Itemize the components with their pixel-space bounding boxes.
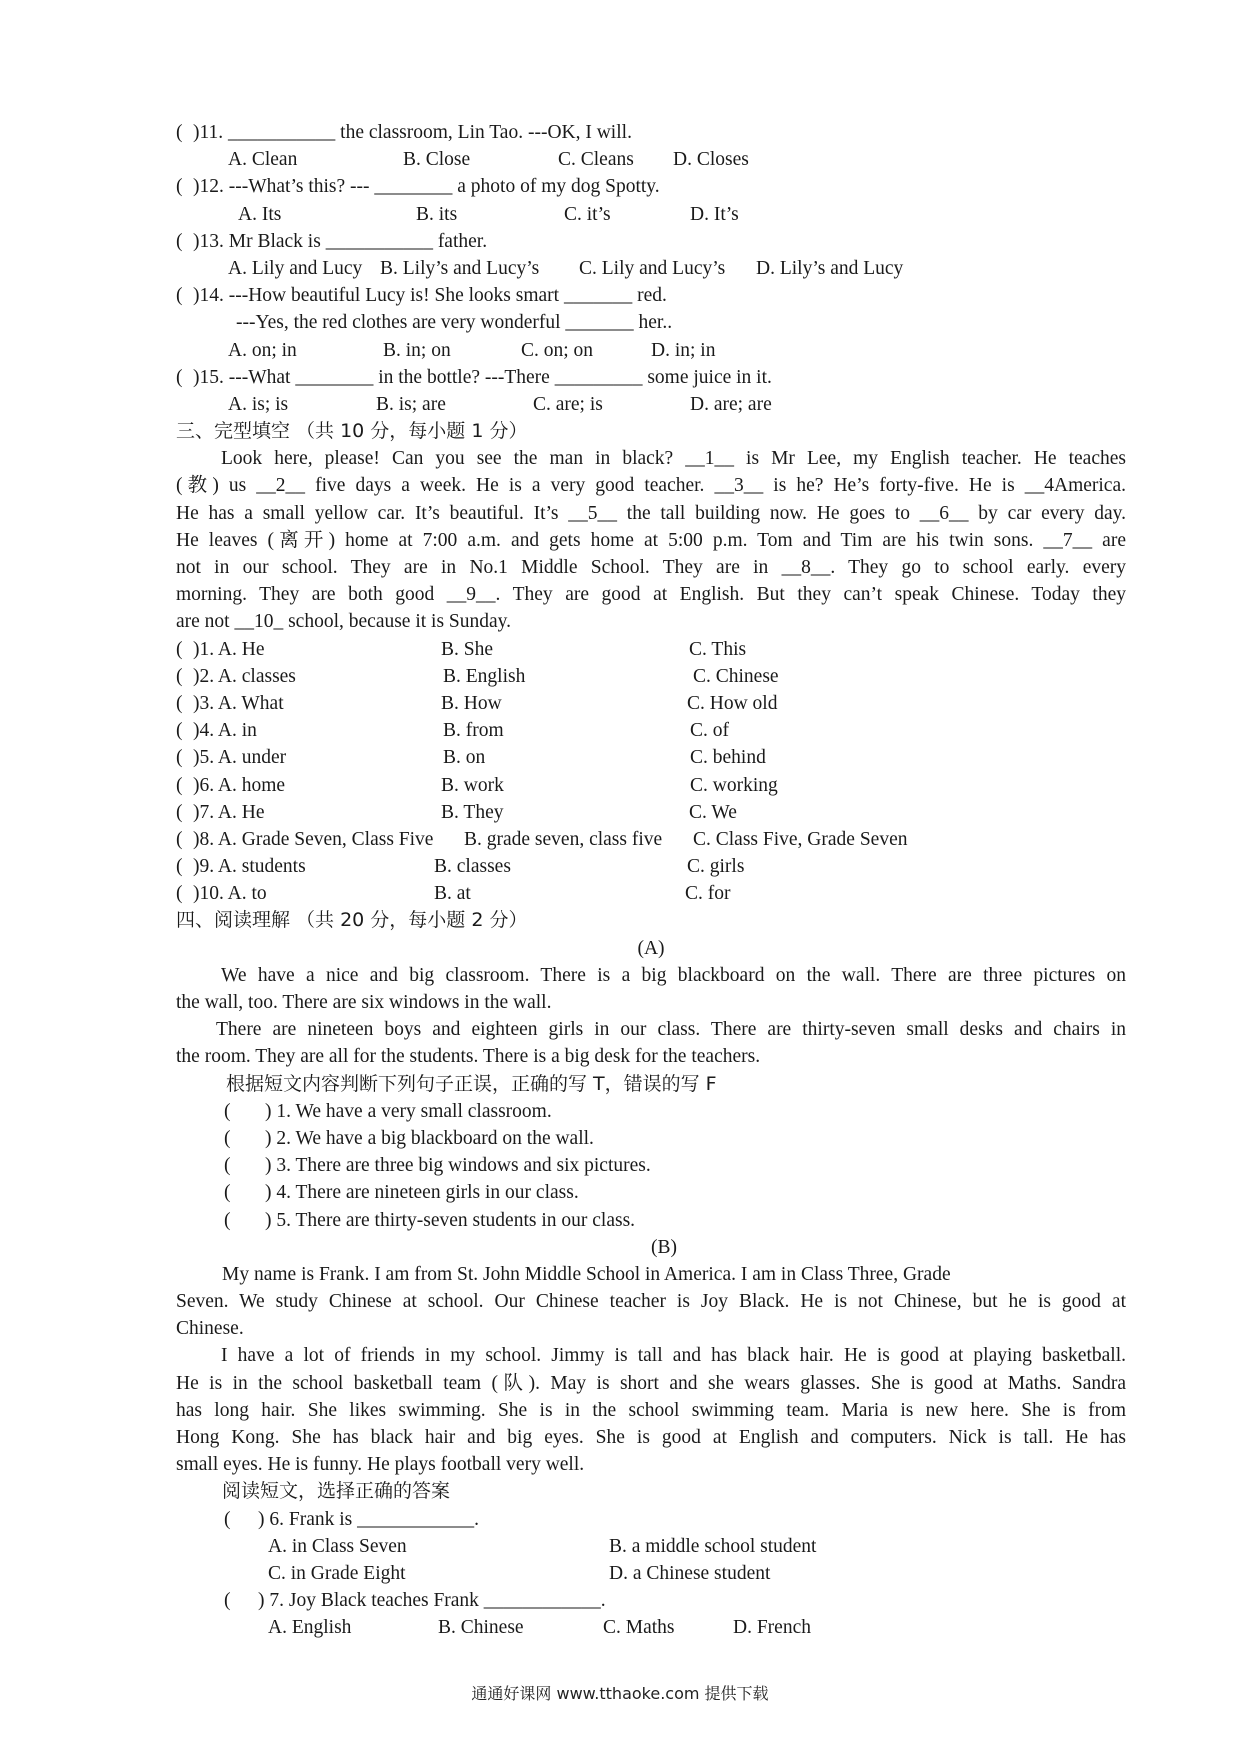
- option-d: D. It’s: [690, 203, 739, 225]
- option-a: A. English: [268, 1617, 352, 1639]
- option-b: B. on: [443, 747, 486, 769]
- tf-statement: ) 4. There are nineteen girls in our class.: [265, 1182, 579, 1204]
- question-11: [176, 119, 1126, 146]
- answer-paren[interactable]: (: [224, 1209, 231, 1231]
- passage-line: has long hair. She likes swimming. She is in the school swimming team. Maria is new here. She is from: [176, 1399, 1126, 1421]
- cloze-questions: [176, 636, 1126, 908]
- passage-line: He leaves (离开) home at 7:00 a.m. and gets home at 5:00 p.m. Tom and Tim are his twin sons. __7__ are: [176, 529, 1126, 551]
- passage-line: My name is Frank. I am from St. John Middle School in America. I am in Class Three, Grade: [222, 1263, 951, 1285]
- multiple-choice-instruction: 阅读短文，选择正确的答案: [222, 1480, 451, 1503]
- option-a: A. in Class Seven: [268, 1535, 407, 1557]
- section-3-heading: 三、完型填空 （共 10 分，每小题 1 分）: [176, 420, 528, 443]
- option-c: C. are; is: [533, 393, 603, 415]
- question-stem: )15. ---What ________ in the bottle? ---There _________ some juice in it.: [193, 366, 772, 388]
- option-b: B. a middle school student: [609, 1535, 817, 1557]
- option-a: )7. A. He: [193, 801, 265, 823]
- question-12: [176, 173, 1126, 200]
- option-c: C. for: [685, 883, 731, 905]
- tf-statement: ) 5. There are thirty-seven students in our class.: [265, 1209, 636, 1231]
- passage-b-label-row: [176, 1234, 1126, 1261]
- passage-line: I have a lot of friends in my school. Jimmy is tall and has black hair. He is good at playing basketball.: [221, 1345, 1126, 1367]
- passage-line: Chinese.: [176, 1318, 244, 1340]
- passage-line: are not __10_ school, because it is Sunday.: [176, 611, 512, 633]
- passage-line: the wall, too. There are six windows in the wall.: [176, 992, 552, 1013]
- option-d: D. Closes: [673, 149, 749, 171]
- cloze-question: [176, 772, 1126, 799]
- option-b: B. grade seven, class five: [464, 828, 663, 850]
- cloze-question: [176, 744, 1126, 771]
- cloze-question: [176, 826, 1126, 853]
- passage-line: (教) us __2__ five days a week. He is a very good teacher. __3__ is he? He’s forty-five. He is __4America.: [176, 475, 1126, 497]
- cloze-question: [176, 880, 1126, 907]
- answer-paren[interactable]: (: [176, 883, 183, 905]
- option-d: D. are; are: [690, 393, 772, 415]
- cloze-question: [176, 799, 1126, 826]
- answer-paren[interactable]: (: [176, 366, 183, 388]
- passage-line: Hong Kong. She has black hair and big eyes. She is good at English and computers. Nick is tall. He has: [176, 1427, 1126, 1448]
- answer-paren[interactable]: (: [224, 1508, 231, 1530]
- question-stem: )12. ---What’s this? --- ________ a photo of my dog Spotty.: [193, 176, 660, 198]
- passage-line: Seven. We study Chinese at school. Our Chinese teacher is Joy Black. He is not Chinese, but he is good at: [176, 1291, 1126, 1313]
- answer-paren[interactable]: (: [176, 638, 183, 660]
- tf-statement: ) 3. There are three big windows and six pictures.: [265, 1155, 651, 1177]
- reading-question-6-options-cd: [176, 1560, 1126, 1587]
- passage-line: morning. They are both good __9__. They are good at English. But they can’t speak Chinese. Today they: [176, 584, 1126, 606]
- tf-item: [176, 1125, 1126, 1152]
- answer-paren[interactable]: (: [224, 1182, 231, 1204]
- passage-b-label: (B): [651, 1236, 677, 1258]
- reading-question-6: [176, 1506, 1126, 1533]
- answer-paren[interactable]: (: [176, 285, 183, 307]
- passage-line: small eyes. He is funny. He plays football very well.: [176, 1454, 585, 1476]
- question-stem: ) 6. Frank is ____________.: [258, 1508, 479, 1530]
- option-b: B. in; on: [383, 339, 451, 361]
- question-14-reply: [176, 309, 1126, 336]
- answer-paren[interactable]: (: [176, 720, 183, 742]
- question-14: [176, 282, 1126, 309]
- option-b: B. at: [434, 883, 471, 905]
- answer-paren[interactable]: (: [176, 774, 183, 796]
- tf-statement: ) 1. We have a very small classroom.: [265, 1100, 552, 1122]
- option-c: C. on; on: [521, 339, 594, 361]
- option-b: B. She: [441, 638, 494, 660]
- answer-paren[interactable]: (: [176, 665, 183, 687]
- option-a: A. Lily and Lucy: [228, 257, 363, 279]
- option-a: A. is; is: [228, 393, 289, 415]
- answer-paren[interactable]: (: [176, 747, 183, 769]
- reading-question-7: [176, 1587, 1126, 1614]
- question-stem: ) 7. Joy Black teaches Frank ____________.: [258, 1590, 606, 1612]
- option-b: B. is; are: [376, 393, 446, 415]
- option-b: B. work: [441, 774, 504, 796]
- option-a: A. on; in: [228, 339, 297, 361]
- section-4-heading: 四、阅读理解 （共 20 分，每小题 2 分）: [176, 909, 528, 932]
- true-false-instruction: 根据短文内容判断下列句子正误，正确的写 T，错误的写 F: [226, 1072, 717, 1095]
- tf-statement: ) 2. We have a big blackboard on the wall.: [265, 1127, 594, 1149]
- answer-paren[interactable]: (: [176, 176, 183, 198]
- question-15: [176, 364, 1126, 391]
- option-a: )6. A. home: [193, 774, 286, 796]
- option-d: D. Lily’s and Lucy: [756, 257, 904, 279]
- option-a: )1. A. He: [193, 638, 265, 660]
- passage-line: the room. They are all for the students. There is a big desk for the teachers.: [176, 1046, 761, 1068]
- passage-line: He is in the school basketball team (队). May is short and she wears glasses. She is good at Maths. Sandra: [176, 1372, 1126, 1394]
- option-c: C. in Grade Eight: [268, 1562, 406, 1584]
- passage-line: Look here, please! Can you see the man in black? __1__ is Mr Lee, my English teacher. He teaches: [221, 448, 1126, 470]
- option-b: B. Lily’s and Lucy’s: [380, 257, 540, 279]
- tf-item: [176, 1152, 1126, 1179]
- option-c: C. Chinese: [693, 665, 779, 687]
- question-13-options: [176, 255, 1126, 282]
- answer-paren[interactable]: (: [176, 801, 183, 823]
- answer-paren[interactable]: (: [224, 1590, 231, 1612]
- option-a: )8. A. Grade Seven, Class Five: [193, 828, 434, 850]
- option-c: C. behind: [690, 747, 766, 769]
- answer-paren[interactable]: (: [176, 692, 183, 714]
- option-c: C. How old: [687, 692, 778, 714]
- option-c: C. of: [690, 720, 729, 742]
- footer-credit: 通通好课网 www.tthaoke.com 提供下载: [471, 1684, 769, 1703]
- option-d: D. French: [733, 1617, 811, 1639]
- option-b: B. English: [443, 665, 526, 687]
- option-c: C. Cleans: [558, 149, 634, 171]
- option-c: C. girls: [687, 856, 745, 878]
- question-12-options: [176, 201, 1126, 228]
- option-d: D. a Chinese student: [609, 1562, 771, 1584]
- passage-line: There are nineteen boys and eighteen girls in our class. There are thirty-seven small desks and chairs in: [216, 1019, 1126, 1041]
- option-d: D. in; in: [651, 339, 716, 361]
- option-a: )9. A. students: [193, 856, 306, 878]
- question-15-options: [176, 391, 1126, 418]
- option-a: A. Its: [238, 203, 282, 225]
- option-c: C. Lily and Lucy’s: [579, 257, 726, 279]
- passage-a-label: (A): [637, 937, 665, 959]
- question-stem: )13. Mr Black is ___________ father.: [193, 230, 488, 252]
- option-c: C. This: [689, 638, 747, 660]
- question-13: [176, 228, 1126, 255]
- option-b: B. How: [441, 692, 502, 714]
- tf-item: [176, 1098, 1126, 1125]
- option-a: )2. A. classes: [193, 665, 296, 687]
- answer-paren[interactable]: (: [224, 1127, 231, 1149]
- answer-paren[interactable]: (: [176, 856, 183, 878]
- option-b: B. classes: [434, 856, 511, 878]
- tf-item: [176, 1179, 1126, 1206]
- true-false-items: [176, 1098, 1126, 1234]
- option-a: )3. A. What: [193, 692, 284, 714]
- question-stem-reply: ---Yes, the red clothes are very wonderful _______ her..: [236, 312, 673, 334]
- reading-passage-a: [176, 962, 1126, 1071]
- option-b: B. from: [443, 720, 504, 742]
- cloze-passage: [176, 445, 1126, 635]
- answer-paren[interactable]: (: [176, 828, 183, 850]
- question-stem: )11. ___________ the classroom, Lin Tao. ---OK, I will.: [193, 122, 632, 143]
- option-b: B. Close: [403, 149, 471, 171]
- reading-question-7-options: [176, 1614, 1126, 1641]
- answer-paren[interactable]: (: [224, 1155, 231, 1177]
- answer-paren[interactable]: (: [224, 1100, 231, 1122]
- answer-paren[interactable]: (: [176, 122, 183, 143]
- option-a: )10. A. to: [193, 883, 267, 905]
- question-14-options: [176, 337, 1126, 364]
- option-a: A. Clean: [228, 149, 298, 171]
- option-c: C. working: [690, 774, 778, 796]
- option-a: )5. A. under: [193, 747, 287, 769]
- answer-paren[interactable]: (: [176, 230, 183, 252]
- cloze-question: [176, 663, 1126, 690]
- question-11-options: [176, 146, 1126, 173]
- cloze-question: [176, 717, 1126, 744]
- question-stem: )14. ---How beautiful Lucy is! She looks smart _______ red.: [193, 285, 667, 307]
- worksheet-page: [176, 119, 1126, 1642]
- option-b: B. They: [441, 801, 504, 823]
- cloze-question: [176, 636, 1126, 663]
- cloze-question: [176, 690, 1126, 717]
- option-c: C. Maths: [603, 1617, 675, 1639]
- tf-item: [176, 1207, 1126, 1234]
- cloze-question: [176, 853, 1126, 880]
- option-b: B. Chinese: [438, 1617, 524, 1639]
- passage-line: not in our school. They are in No.1 Middle School. They are in __8__. They go to school early. every: [176, 557, 1126, 578]
- option-c: C. it’s: [564, 203, 611, 225]
- reading-passage-b: [176, 1261, 1126, 1479]
- passage-line: We have a nice and big classroom. There is a big blackboard on the wall. There are three pictures on: [221, 964, 1126, 986]
- passage-line: He has a small yellow car. It’s beautiful. It’s __5__ the tall building now. He goes to __6__ by car every day.: [176, 502, 1126, 524]
- option-a: )4. A. in: [193, 720, 257, 742]
- option-b: B. its: [416, 203, 458, 225]
- reading-question-6-options-ab: [176, 1533, 1126, 1560]
- option-c: C. We: [689, 801, 737, 823]
- option-c: C. Class Five, Grade Seven: [693, 828, 908, 850]
